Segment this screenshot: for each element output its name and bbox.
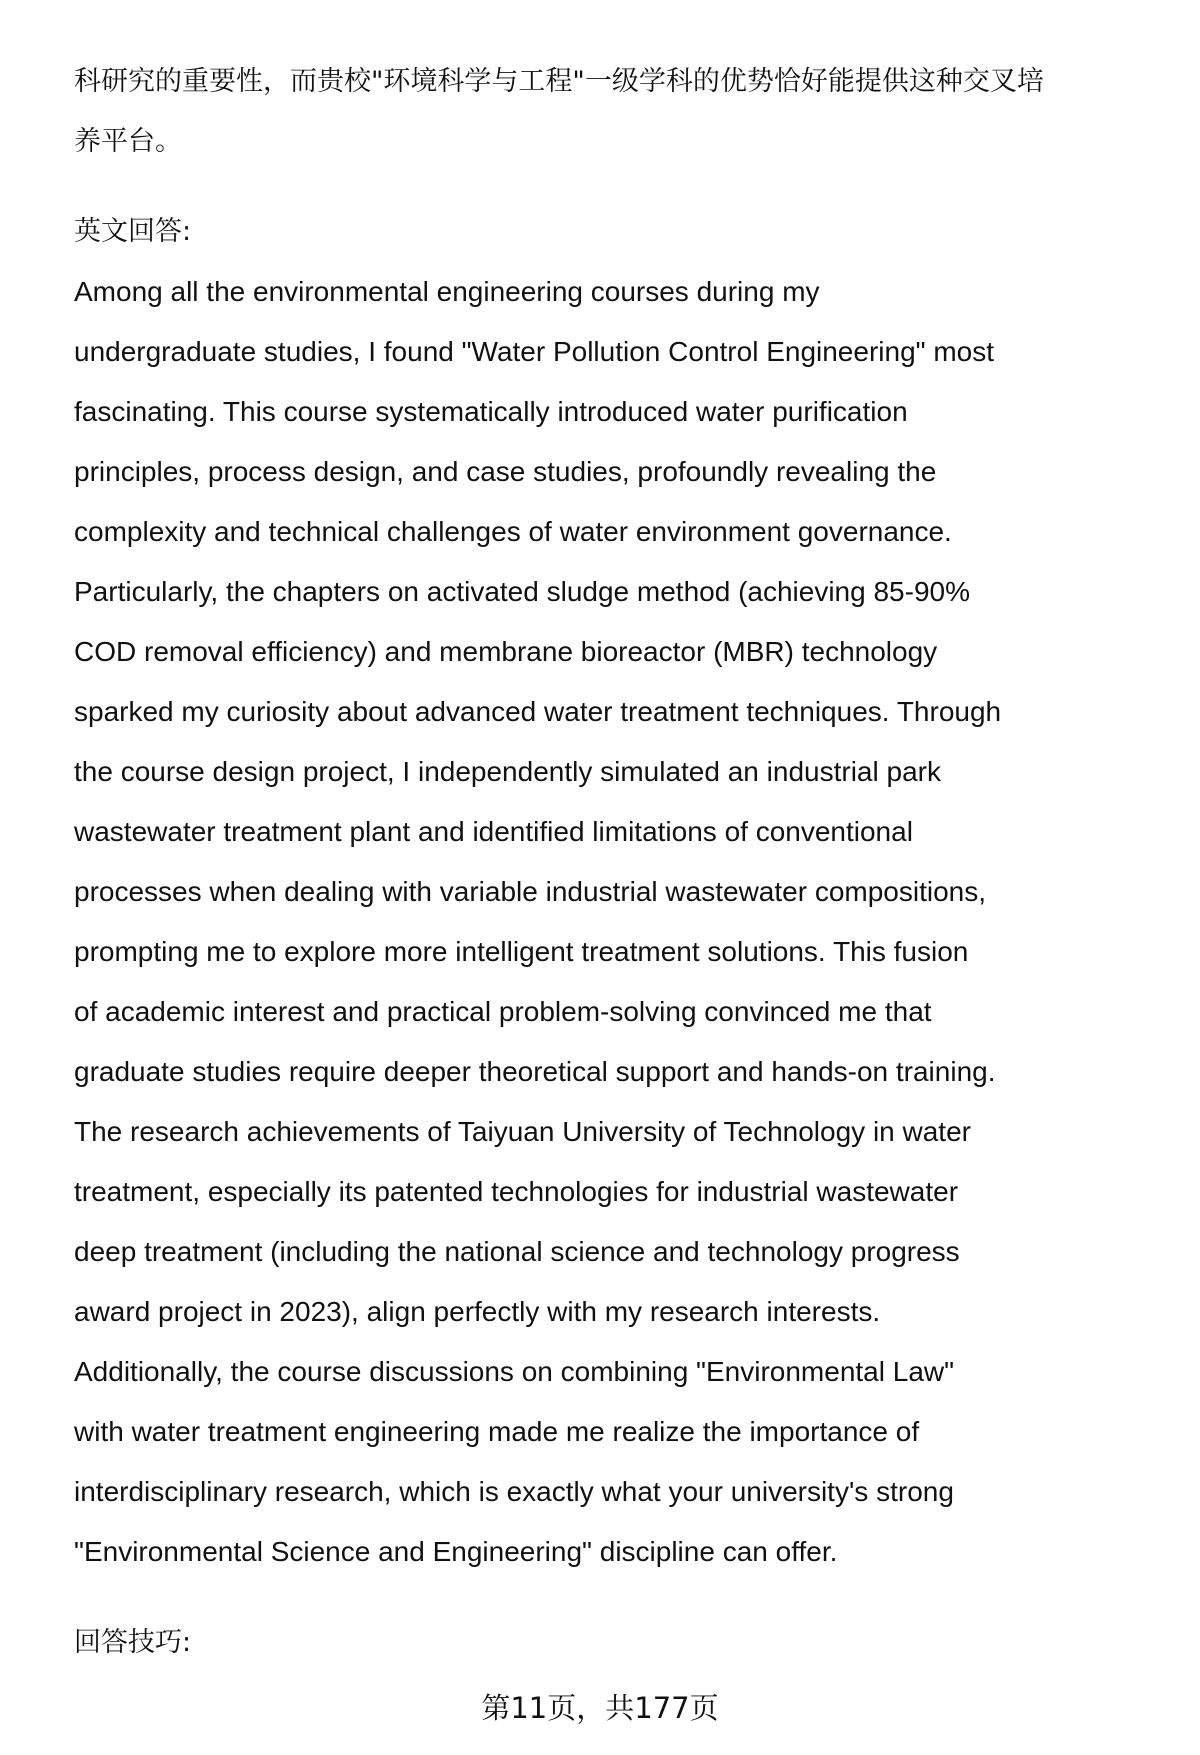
text-line: COD removal efficiency) and membrane bioreactor (MBR) technology	[74, 636, 938, 667]
text-line: processes when dealing with variable industrial wastewater compositions,	[74, 876, 987, 907]
text-line: Additionally, the course discussions on combining "Environmental Law"	[74, 1356, 955, 1387]
text-line: deep treatment (including the national science and technology progress	[74, 1236, 960, 1267]
text-line: principles, process design, and case studies, profoundly revealing the	[74, 456, 937, 487]
text-line: fascinating. This course systematically introduced water purification	[74, 396, 908, 427]
text-line: of academic interest and practical problem-solving convinced me that	[74, 996, 932, 1027]
text-line: Particularly, the chapters on activated sludge method (achieving 85-90%	[74, 576, 970, 607]
text-line: award project in 2023), align perfectly with my research interests.	[74, 1296, 881, 1327]
tips-section	[74, 1613, 1164, 1673]
page-number: 第11页，共177页	[481, 1691, 719, 1725]
tips-heading: 回答技巧:	[74, 1627, 192, 1658]
text-line: with water treatment engineering made me realize the importance of	[74, 1416, 920, 1447]
text-line: 科研究的重要性，而贵校"环境科学与工程"一级学科的优势恰好能提供这种交叉培	[74, 66, 1044, 97]
text-line: "Environmental Science and Engineering" discipline can offer.	[74, 1536, 838, 1567]
english-answer-heading: 英文回答:	[74, 216, 192, 247]
text-line: prompting me to explore more intelligent treatment solutions. This fusion	[74, 936, 969, 967]
text-line: undergraduate studies, I found "Water Pollution Control Engineering" most	[74, 336, 995, 367]
text-line: treatment, especially its patented technologies for industrial wastewater	[74, 1176, 959, 1207]
english-answer-paragraph	[74, 262, 1164, 1582]
text-line: The research achievements of Taiyuan University of Technology in water	[74, 1116, 971, 1147]
chinese-paragraph-tail	[74, 52, 1164, 172]
text-line: the course design project, I independently simulated an industrial park	[74, 756, 941, 787]
text-line: complexity and technical challenges of water environment governance.	[74, 516, 952, 547]
text-line: sparked my curiosity about advanced water treatment techniques. Through	[74, 696, 1002, 727]
english-answer-section	[74, 202, 1164, 1582]
text-line: 养平台。	[74, 126, 182, 157]
text-line: Among all the environmental engineering courses during my	[74, 276, 820, 307]
text-line: wastewater treatment plant and identified limitations of conventional	[74, 816, 913, 847]
text-line: graduate studies require deeper theoretical support and hands-on training.	[74, 1056, 996, 1087]
text-line: interdisciplinary research, which is exactly what your university's strong	[74, 1476, 954, 1507]
